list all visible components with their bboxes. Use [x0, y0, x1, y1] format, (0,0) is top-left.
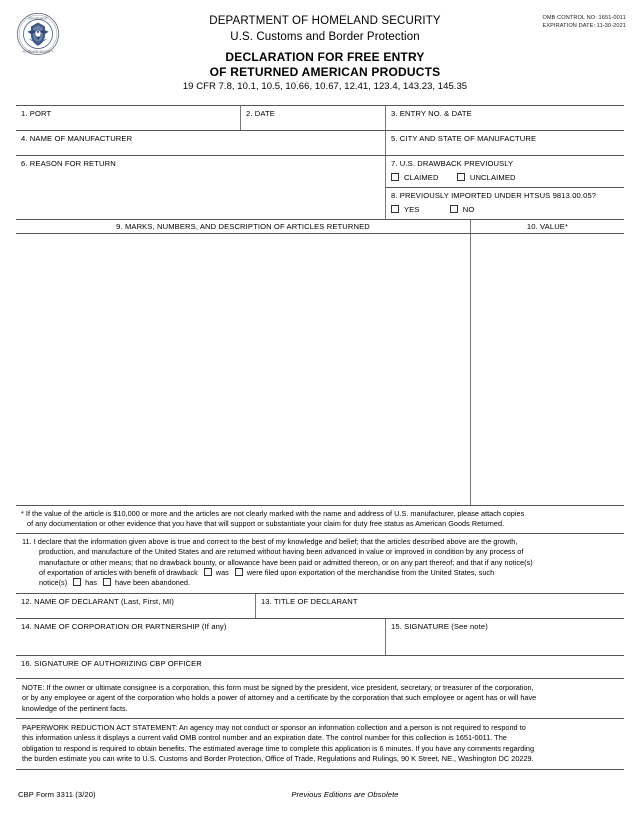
field-drawback-previously-label: 7. U.S. DRAWBACK PREVIOUSLY — [391, 159, 514, 168]
drawback-claimed-label: CLAIMED — [404, 173, 439, 182]
note-line1: NOTE: If the owner or ultimate consignee is a corporation, this form must be signed by the president, vice president, secretary, or treasurer of the corporation, — [22, 682, 534, 692]
articles-table-header — [16, 220, 624, 234]
field-declarant-name-label: 12. NAME OF DECLARANT (Last, First, MI) — [21, 596, 175, 606]
declaration-line2: production, and manufacture of the United States and are returned without having been advanced in value or improved in condition by any process of — [39, 547, 524, 557]
form-row-1 — [16, 106, 624, 131]
field-date-label: 2. DATE — [246, 109, 275, 118]
imported-no-label: NO — [462, 205, 475, 214]
field-drawback-previously — [385, 156, 624, 188]
declaration-has-label: has — [85, 578, 97, 588]
form-row-3 — [16, 156, 624, 220]
form-row-corporation-signature — [16, 619, 624, 656]
checkbox-unclaimed[interactable] — [457, 173, 465, 181]
paperwork-line3: obligation to respond is required to obtain benefits. The estimated average time to complete this application is 6 minutes. If you have any comments regarding — [22, 743, 535, 753]
declaration-line4-text-a: of exportation of articles with benefit of drawback — [39, 568, 198, 578]
omb-expiration-date: EXPIRATION DATE: 11-30-2021 — [542, 23, 626, 29]
declaration-line4 — [22, 568, 618, 578]
paperwork-reduction-act-statement — [16, 719, 624, 770]
omb-control-number: OMB CONTROL NO: 1651-0011 — [542, 15, 626, 21]
field-declarant-signature-label: 15. SIGNATURE (See note) — [391, 621, 488, 631]
field-group-drawback-imported — [385, 156, 624, 220]
svg-text:HOMELAND SECURITY: HOMELAND SECURITY — [22, 49, 54, 54]
paperwork-line1: PAPERWORK REDUCTION ACT STATEMENT: An agency may not conduct or sponsor an information collection and a person is not required to respond to — [22, 723, 526, 733]
declaration-line5 — [22, 578, 618, 588]
form-row-officer-signature — [16, 656, 624, 679]
drawback-options — [391, 173, 624, 183]
field-declarant-title[interactable] — [255, 594, 624, 618]
declaration-line1: 11. I declare that the information given above is true and correct to the best of my knowledge and belief; that the articles described above are the growth, — [22, 536, 518, 546]
checkbox-have[interactable] — [103, 578, 111, 586]
edition-note: Previous Editions are Obsolete — [291, 790, 399, 799]
agency-bureau: U.S. Customs and Border Protection — [230, 31, 420, 43]
checkbox-was[interactable] — [204, 568, 212, 576]
paperwork-line4: the burden estimate you can write to U.S. Customs and Border Protection, Office of Trade, Regulations and Rulings, 90 K Street, NE., Washington DC 20229. — [22, 754, 534, 764]
field-declarant-name[interactable] — [16, 594, 255, 618]
drawback-unclaimed-option[interactable] — [457, 173, 516, 183]
imported-yes-label: YES — [404, 205, 420, 214]
field-officer-signature-label: 16. SIGNATURE OF AUTHORIZING CBP OFFICER — [21, 658, 202, 668]
checkbox-no[interactable] — [450, 205, 458, 213]
cfr-citation: 19 CFR 7.8, 10.1, 10.5, 10.66, 10.67, 12.41, 123.4, 143.23, 145.35 — [182, 81, 468, 92]
agency-department: DEPARTMENT OF HOMELAND SECURITY — [209, 15, 441, 27]
declaration-statement — [16, 534, 624, 594]
articles-entry-area — [16, 234, 624, 506]
note-line3: knowledge of the pertinent facts. — [22, 703, 128, 713]
paperwork-line2: this information unless it displays a current valid OMB control number and an expiration date. The control number for this collection is 1651-0011. The — [22, 733, 507, 743]
field-port-label: 1. PORT — [21, 109, 52, 118]
field-city-state-manufacture-label: 5. CITY AND STATE OF MANUFACTURE — [391, 134, 537, 143]
form-number: CBP Form 3311 (3/20) — [18, 790, 96, 799]
field-officer-signature[interactable] — [16, 656, 624, 678]
column-header-marks-description: 9. MARKS, NUMBERS, AND DESCRIPTION OF ARTICLES RETURNED — [116, 222, 370, 231]
checkbox-were[interactable] — [235, 568, 243, 576]
field-date[interactable] — [240, 106, 385, 130]
form-row-2 — [16, 131, 624, 156]
declaration-line4-text-c: were filed upon exportation of the merchandise from the United States, such — [246, 568, 495, 578]
field-city-state-manufacture[interactable] — [385, 131, 624, 155]
column-header-value: 10. VALUE* — [470, 220, 624, 233]
dhs-seal-icon — [16, 12, 60, 56]
field-reason-for-return-label: 6. REASON FOR RETURN — [21, 159, 116, 168]
checkbox-yes[interactable] — [391, 205, 399, 213]
declaration-was-label: was — [215, 568, 229, 578]
declaration-line3: manufacture or other means; that no drawback bounty, or allowance have been paid or admitted thereon, or on any part thereof; and that if any notice(s) — [39, 557, 533, 567]
declaration-line5-text-c: have been abandoned. — [115, 578, 191, 588]
value-footnote-line2: of any documentation or other evidence that you have that will support or substantiate your claim for duty free status as American Goods Returned. — [27, 519, 505, 529]
field-previously-imported — [385, 188, 624, 220]
imported-no-option[interactable] — [450, 205, 475, 215]
drawback-claimed-option[interactable] — [391, 173, 439, 183]
field-manufacturer-name[interactable] — [16, 131, 385, 155]
field-manufacturer-name-label: 4. NAME OF MANUFACTURER — [21, 134, 133, 143]
imported-yes-option[interactable] — [391, 205, 420, 215]
checkbox-has[interactable] — [73, 578, 81, 586]
checkbox-claimed[interactable] — [391, 173, 399, 181]
form-title-line1: DECLARATION FOR FREE ENTRY — [225, 50, 425, 64]
svg-text:DEPARTMENT: DEPARTMENT — [28, 16, 48, 21]
form-title-line2: OF RETURNED AMERICAN PRODUCTS — [209, 64, 441, 79]
form-body — [16, 105, 624, 770]
field-declarant-signature[interactable] — [385, 619, 624, 655]
drawback-unclaimed-label: UNCLAIMED — [469, 173, 516, 182]
field-corporation-name-label: 14. NAME OF CORPORATION OR PARTNERSHIP (If any) — [21, 621, 227, 631]
field-declarant-title-label: 13. TITLE OF DECLARANT — [261, 596, 358, 606]
previously-imported-options — [391, 205, 624, 215]
form-title-block — [10, 50, 640, 93]
value-input-area[interactable] — [470, 234, 624, 505]
field-port[interactable] — [16, 106, 240, 130]
omb-control-block — [542, 14, 626, 30]
field-reason-for-return[interactable] — [16, 156, 385, 220]
marks-description-input-area[interactable] — [16, 234, 470, 505]
form-header — [0, 0, 640, 100]
value-footnote-line1: * If the value of the article is $10,000 or more and the articles are not clearly marked with the name and address of U.S. manufacturer, please attach copies — [21, 509, 525, 518]
field-corporation-name[interactable] — [16, 619, 385, 655]
value-footnote — [16, 506, 624, 534]
note-line2: or by any employee or agent of the corporation who holds a power of attorney and a certificate by the corporation that such employee or agent has or will have — [22, 693, 537, 703]
field-previously-imported-label: 8. PREVIOUSLY IMPORTED UNDER HTSUS 9813.00.05? — [391, 191, 597, 200]
note-statement — [16, 679, 624, 719]
declaration-line5-text-a: notice(s) — [39, 578, 68, 588]
field-entry-no-date-label: 3. ENTRY NO. & DATE — [391, 109, 472, 118]
field-entry-no-date[interactable] — [385, 106, 624, 130]
form-row-declarant — [16, 594, 624, 619]
